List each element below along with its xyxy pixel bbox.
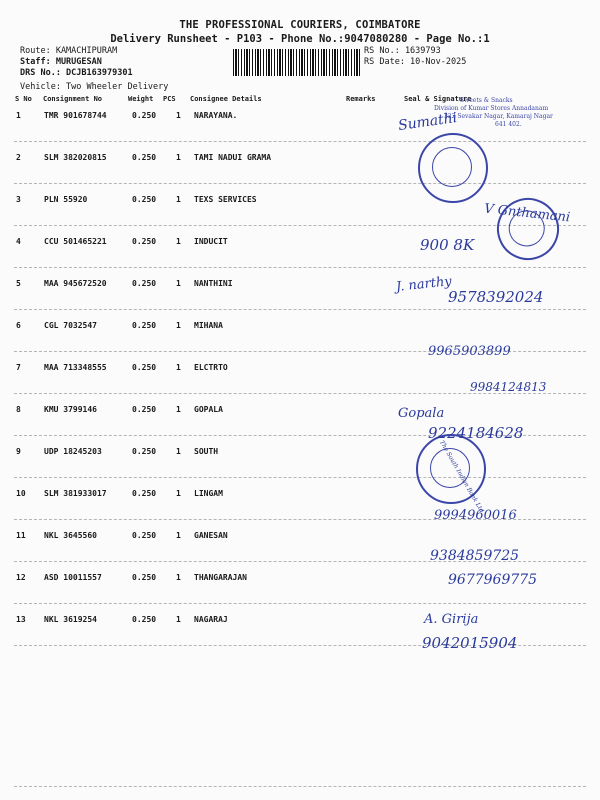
col-pcs: PCS	[163, 95, 176, 103]
row-consignment-no: SLM 381933017	[44, 489, 107, 498]
row-weight: 0.250	[132, 195, 157, 204]
handwriting-row5-name: J. narthy	[395, 274, 453, 295]
handwriting-row6: 9965903899	[428, 344, 511, 359]
row-sno: 2	[16, 153, 21, 162]
col-remarks: Remarks	[346, 95, 376, 103]
row-weight: 0.250	[132, 237, 157, 246]
row-pcs: 1	[176, 531, 181, 540]
row-sno: 10	[16, 489, 26, 498]
row-consignee: MIHANA	[194, 321, 223, 330]
header-right-block	[364, 46, 466, 68]
row-divider	[14, 309, 586, 310]
row-pcs: 1	[176, 405, 181, 414]
vehicle-label: Vehicle: Two Wheeler Delivery	[20, 82, 169, 92]
row-divider	[14, 183, 586, 184]
row-divider	[14, 603, 586, 604]
row-pcs: 1	[176, 111, 181, 120]
handwriting-row11: 9994960016	[434, 508, 517, 523]
row-weight: 0.250	[132, 363, 157, 372]
row-sno: 1	[16, 111, 21, 120]
row-consignment-no: KMU 3799146	[44, 405, 97, 414]
row-weight: 0.250	[132, 111, 157, 120]
row-pcs: 1	[176, 363, 181, 372]
col-consignee: Consignee Details	[190, 95, 262, 103]
rs-date: RS Date: 10-Nov-2025	[364, 57, 467, 67]
row-consignee: GOPALA	[194, 405, 223, 414]
shop-line3: 322 Sevakar Nagar, Kamaraj Nagar	[444, 113, 553, 120]
service-stamp	[488, 189, 567, 268]
drs-number: DRS No.: DCJB163979301	[20, 68, 133, 78]
company-title: THE PROFESSIONAL COURIERS, COIMBATORE	[179, 19, 421, 31]
row-weight: 0.250	[132, 531, 157, 540]
row-consignment-no: SLM 382020815	[44, 153, 107, 162]
row-weight: 0.250	[132, 447, 157, 456]
runsheet-title: Delivery Runsheet - P103 - Phone No.:9047080280 - Page No.:1	[110, 33, 490, 45]
handwriting-row5-phone: 9578392024	[448, 288, 544, 306]
row-pcs: 1	[176, 321, 181, 330]
row-consignee: SOUTH	[194, 447, 219, 456]
col-sno: S No	[15, 95, 32, 103]
row-consignee: LINGAM	[194, 489, 223, 498]
col-consignment: Consignment No	[43, 95, 103, 103]
row-consignment-no: CGL 7032547	[44, 321, 97, 330]
header-left-block	[20, 46, 133, 79]
row-sno: 5	[16, 279, 21, 288]
bank-stamp-text: The South Indian Bank Ltd.	[437, 439, 487, 516]
row-consignment-no: MAA 945672520	[44, 279, 107, 288]
row-weight: 0.250	[132, 573, 157, 582]
row-consignment-no: TMR 901678744	[44, 111, 107, 120]
row-consignee: NANTHINI	[194, 279, 233, 288]
shop-line2: Division of Kumar Stores Annadanam	[434, 105, 549, 112]
signature-row1: Sumathi	[397, 109, 459, 135]
route-label: Route: KAMACHIPURAM	[20, 46, 118, 56]
row-weight: 0.250	[132, 279, 157, 288]
shop-line4: 641 402.	[495, 121, 522, 128]
signature-row8: Gopala	[398, 406, 445, 421]
handwriting-row7: 9984124813	[470, 380, 547, 394]
row-pcs: 1	[176, 489, 181, 498]
handwriting-row13: 9042015904	[422, 634, 518, 652]
row-consignment-no: NKL 3645560	[44, 531, 97, 540]
row-sno: 13	[16, 615, 26, 624]
row-consignment-no: UDP 18245203	[44, 447, 102, 456]
barcode	[233, 49, 360, 76]
row-weight: 0.250	[132, 489, 157, 498]
row-pcs: 1	[176, 195, 181, 204]
row-pcs: 1	[176, 573, 181, 582]
row-pcs: 1	[176, 279, 181, 288]
staff-label: Staff: MURUGESAN	[20, 57, 102, 67]
row-consignee: NARAYANA.	[194, 111, 238, 120]
handwriting-row9: 9224184628	[428, 424, 524, 442]
row-sno: 8	[16, 405, 21, 414]
shop-name: Sweets & Snacks	[460, 97, 513, 104]
row-weight: 0.250	[132, 615, 157, 624]
row-pcs: 1	[176, 237, 181, 246]
col-weight: Weight	[128, 95, 154, 103]
row-weight: 0.250	[132, 153, 157, 162]
row-sno: 11	[16, 531, 26, 540]
row-consignment-no: PLN 55920	[44, 195, 88, 204]
col-seal: Seal & Signature	[404, 95, 472, 103]
shop-stamp	[418, 133, 488, 203]
row-weight: 0.250	[132, 405, 157, 414]
handwriting-row4: 900 8K	[420, 236, 475, 254]
row-sno: 6	[16, 321, 21, 330]
row-pcs: 1	[176, 447, 181, 456]
row-consignment-no: MAA 713348555	[44, 363, 107, 372]
signature-row3: V Gnthamani	[483, 201, 571, 226]
row-sno: 4	[16, 237, 21, 246]
row-consignee: TEXS SERVICES	[194, 195, 257, 204]
row-sno: 12	[16, 573, 26, 582]
rs-number: RS No.: 1639793	[364, 46, 441, 56]
row-pcs: 1	[176, 153, 181, 162]
handwriting-row11b: 9384859725	[430, 548, 520, 564]
row-divider	[14, 267, 586, 268]
row-consignee: ELCTRTO	[194, 363, 228, 372]
signature-row13: A. Girija	[424, 612, 479, 627]
row-consignee: NAGARAJ	[194, 615, 228, 624]
row-sno: 9	[16, 447, 21, 456]
row-divider	[14, 477, 586, 478]
row-consignment-no: CCU 501465221	[44, 237, 107, 246]
handwriting-row12: 9677969775	[448, 572, 538, 588]
row-consignee: INDUCIT	[194, 237, 228, 246]
row-consignment-no: NKL 3619254	[44, 615, 97, 624]
row-divider	[14, 141, 586, 142]
row-consignee: TAMI NADUI GRAMA	[194, 153, 272, 162]
row-pcs: 1	[176, 615, 181, 624]
row-consignment-no: ASD 10011557	[44, 573, 102, 582]
footer-rule	[14, 786, 586, 787]
row-sno: 7	[16, 363, 21, 372]
row-consignee: THANGARAJAN	[194, 573, 247, 582]
row-consignee: GANESAN	[194, 531, 228, 540]
row-weight: 0.250	[132, 321, 157, 330]
row-sno: 3	[16, 195, 21, 204]
